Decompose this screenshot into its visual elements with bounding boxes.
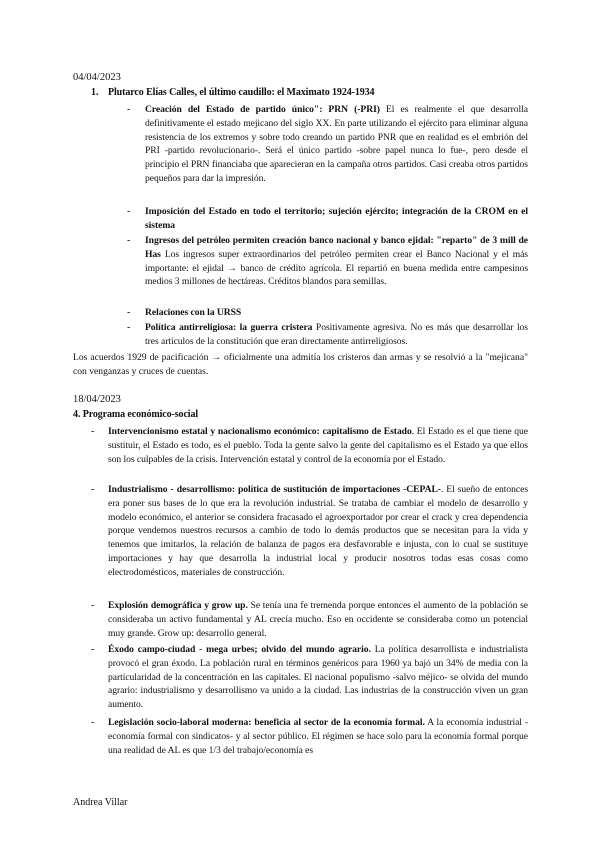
section1-number: 1. bbox=[91, 87, 99, 98]
bullet-dash: - bbox=[91, 644, 95, 655]
section1-bullet-2 bbox=[145, 205, 528, 233]
section2-title: 4. Programa económico-social bbox=[73, 409, 199, 420]
footer-author: Andrea Villar bbox=[73, 797, 128, 808]
bullet-text: La política desarrollista e industrialista provocó el gran éxodo. La población rural en términos genéricos para 1960 ya bajó un 34% de media con la particularidad de la concentración en las capitales. El nacional populismo -salvo méjico- se olvida del mundo agrario: industrialismo y desarrollismo va unido a la ciudad. Las industrias de la construcción viven un gran aumento. bbox=[108, 644, 528, 711]
bullet-dash: - bbox=[91, 426, 95, 437]
bullet-text: Los ingresos super extraordinarios del petróleo permiten crear el Banco Nacional y el más importante: el ejidal → banco de crédito agrícola. El repartió en buena medida entre campesinos medios 3 millones de hectáreas. Créditos blandos para semillas. bbox=[145, 248, 528, 288]
section1-bullet-5 bbox=[145, 321, 528, 349]
section1-bullet-1 bbox=[145, 103, 528, 186]
bullet-bold: Industrialismo - desarrollismo: política de sustitución de importaciones -CEPAL- bbox=[108, 484, 441, 495]
bullet-bold: Imposición del Estado en todo el territorio; sujeción ejército; integración de la CROM en el sistema bbox=[145, 206, 528, 231]
bullet-dash: - bbox=[127, 307, 131, 318]
bullet-text: El es realmente el que desarrolla definitivamente el estado mejicano del siglo XX. En parte utilizando el ejército para eliminar alguna resistencia de los extremos y sobre todo creando un partido PNR que en realidad es el embrión del PRI -partido revolucionario-. Será el único partido -sobre papel nunca lo fue-, pero desde el principio el PRN financiaba que aparecieran en la campaña otros partidos. Casi creaba otros partidos pequeños para dar la impresión. bbox=[145, 104, 528, 184]
section1-bullet-3 bbox=[145, 234, 528, 289]
section1-title: Plutarco Elías Calles, el último caudillo: el Maximato 1924-1934 bbox=[108, 87, 375, 98]
bullet-dash: - bbox=[127, 322, 131, 333]
section2-bullet-4 bbox=[108, 643, 528, 712]
section2-bullet-5 bbox=[108, 716, 528, 757]
bullet-bold: Relaciones con la URSS bbox=[145, 307, 242, 318]
section2-date: 18/04/2023 bbox=[73, 394, 121, 405]
bullet-dash: - bbox=[127, 206, 131, 217]
section2-bullet-3 bbox=[108, 599, 528, 640]
bullet-bold: Política antirreligiosa: la guerra cristera bbox=[145, 322, 313, 333]
bullet-text: Se tenía una fe tremenda porque entonces el aumento de la población se consideraba un activo fundamental y AL crecía mucho. Eso en occidente se consideraba como un potencial muy grande. Grow up: desarrollo general. bbox=[108, 600, 528, 639]
bullet-bold: Legislación socio-laboral moderna: beneficia al sector de la economía formal. bbox=[108, 717, 425, 728]
bullet-dash: - bbox=[127, 235, 131, 246]
bullet-bold: Ingresos del petróleo permiten creación banco nacional y banco ejidal: "reparto" de 3 mill de Has bbox=[145, 235, 528, 260]
bullet-text: . El Estado es el que tiene que sustituir, el Estado es todo, es el pueblo. Toda la gente salvo la gente del capitalismo es el Estado ya que ellos son los culpables de la crisis. Intervención estatal y control de la economía por el Estado. bbox=[108, 426, 528, 465]
bullet-bold: Creación del Estado de partido único": PRN (-PRI) bbox=[145, 104, 380, 115]
bullet-dash: - bbox=[127, 104, 131, 115]
bullet-dash: - bbox=[91, 484, 95, 495]
bullet-bold: Explosión demográfica y grow up. bbox=[108, 600, 248, 611]
bullet-text: A la economía industrial -economía formal con sindicatos- y al sector público. El régimen se hace solo para la economía formal porque una realidad de AL es que 1/3 del trabajo/economía es bbox=[108, 717, 528, 756]
bullet-text: Positivamente agresiva. No es más que desarrollar los tres artículos de la constitución que eran directamente antirreligiosos. bbox=[145, 322, 528, 347]
bullet-dash: - bbox=[91, 717, 95, 728]
section1-note: Los acuerdos 1929 de pacificación → oficialmente una admitía los cristeros dan armas y se resolvió a la "mejicana" con venganzas y cruces de cuentas. bbox=[73, 352, 528, 377]
section1-bullet-4 bbox=[145, 306, 528, 320]
bullet-dash: - bbox=[91, 600, 95, 611]
bullet-bold: Éxodo campo-ciudad - mega urbes; olvido del mundo agrario. bbox=[108, 644, 371, 655]
bullet-text: . El sueño de entonces era poner sus bases de lo que era la revolución industrial. Se trataba de cambiar el modelo de desarrollo y modelo económico, el anterior se considera fracasado el agroexportador por crear el crack y crea dependencia porque vendemos nuestros recursos a cambio de todo lo demás productos que se necesitan para la vida y tenemos que imitarlos, la relación de balanza de pagos era desfavorable e injusta, con lo cual se sustituye importaciones y hay que desarrolla la industrial local y producir nosotros todas esas cosas como electrodomésticos, materiales de construcción. bbox=[108, 484, 528, 578]
section2-bullet-1 bbox=[108, 425, 528, 466]
section2-bullet-2 bbox=[108, 483, 528, 580]
section1-date: 04/04/2023 bbox=[73, 72, 121, 83]
bullet-bold: Intervencionismo estatal y nacionalismo económico: capitalismo de Estado bbox=[108, 426, 412, 437]
